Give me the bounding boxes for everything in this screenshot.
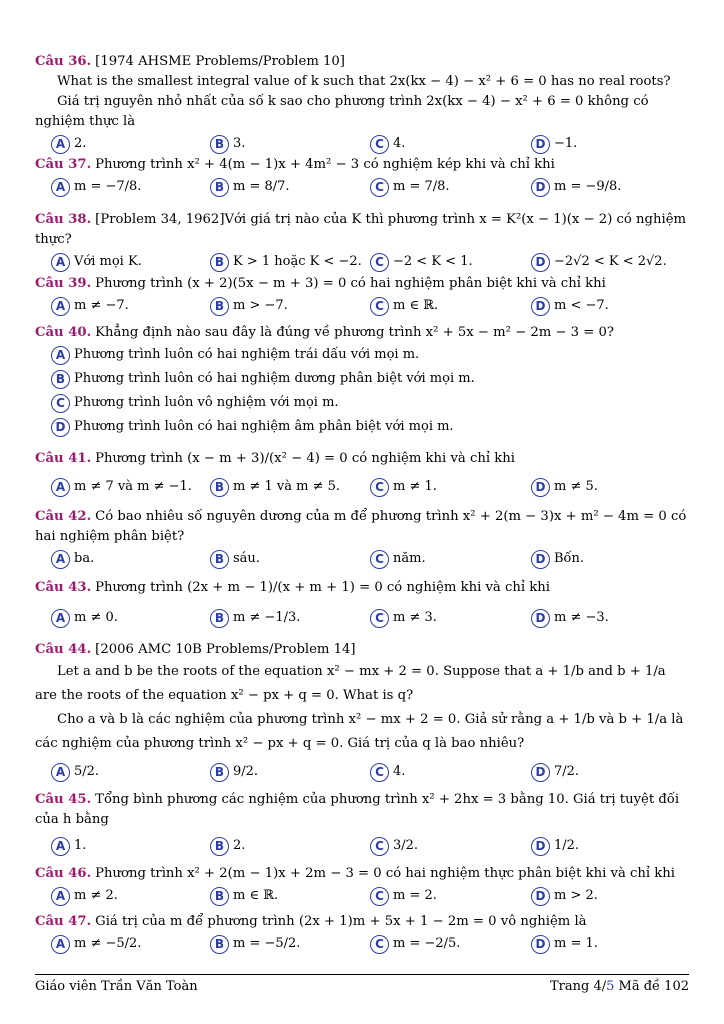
option-letter-b: B [210,609,229,628]
option-text: Với mọi K. [74,254,142,269]
question-43 [35,578,690,632]
option-letter-a: A [51,763,70,782]
option-text: Phương trình luôn có hai nghiệm trái dấu với mọi m. [74,347,420,362]
option-letter-d: D [531,763,550,782]
option-letter-d: D [531,935,550,954]
option-letter-c: C [370,253,389,272]
option-text: m ≠ 1 và m ≠ 5. [233,479,341,494]
options-row [35,932,690,958]
option-text: 9/2. [233,764,259,779]
option-letter-a: A [51,478,70,497]
question-stem: Khẳng định nào sau đây là đúng về phương trình x² + 5x − m² − 2m − 3 = 0? [95,325,614,340]
option-text: −2√2 < K < 2√2. [554,254,667,269]
option-text: 3. [233,136,246,151]
option-d[interactable] [531,886,598,906]
question-label: Câu 37. [35,157,92,172]
option-letter-a: A [51,346,70,365]
option-b[interactable] [210,886,278,906]
option-b[interactable] [210,836,245,856]
option-a[interactable] [51,886,118,906]
option-text: 1/2. [554,838,580,853]
option-a[interactable] [51,477,192,497]
question-label: Câu 46. [35,866,92,881]
option-letter-d: D [51,418,70,437]
option-c[interactable] [370,549,426,569]
option-letter-a: A [51,935,70,954]
option-text: 2. [233,838,246,853]
option-letter-a: A [51,253,70,272]
question-label: Câu 43. [35,580,92,595]
option-text: 3/2. [393,838,419,853]
option-b[interactable] [210,134,245,154]
option-text: m = −5/2. [233,936,301,951]
option-letter-c: C [51,394,70,413]
question-stem: Tổng bình phương các nghiệm của phương trình x² + 2hx = 3 bằng 10. Giá trị tuyệt đối của h bằng [35,792,680,827]
option-letter-b: B [210,178,229,197]
options-row [35,475,690,501]
question-stem: Phương trình (2x + m − 1)/(x + m + 1) = 0 có nghiệm khi và chỉ khi [95,580,550,595]
question-stem: [Problem 34, 1962]Với giá trị nào của K thì phương trình x = K²(x − 1)(x − 2) có nghiệm thực? [35,212,687,247]
option-d[interactable] [531,477,598,497]
option-text: 4. [393,764,406,779]
question-stem-vi: Giá trị nguyên nhỏ nhất của số k sao cho phương trình 2x(kx − 4) − x² + 6 = 0 không có nghiệm thực là [35,94,649,129]
option-text: m ≠ −1/3. [233,610,301,625]
option-letter-b: B [210,135,229,154]
option-b[interactable] [210,177,290,197]
option-letter-d: D [531,837,550,856]
option-d[interactable] [531,134,577,154]
option-letter-b: B [210,550,229,569]
option-text: −1. [554,136,578,151]
option-letter-d: D [531,178,550,197]
option-b[interactable] [210,934,300,954]
option-b[interactable] [210,296,288,316]
option-letter-c: C [370,135,389,154]
option-text: m ∈ ℝ. [393,298,439,313]
option-letter-c: C [370,178,389,197]
option-letter-a: A [51,887,70,906]
question-38 [35,210,690,276]
option-text: 1. [74,838,87,853]
question-label: Câu 45. [35,792,92,807]
option-d[interactable] [531,296,609,316]
question-37 [35,155,690,201]
option-b[interactable] [210,477,340,497]
option-c[interactable] [370,177,450,197]
option-text: m = 2. [393,888,437,903]
option-text: m ≠ −5/2. [74,936,142,951]
option-c[interactable] [370,477,437,497]
option-text: m = 8/7. [233,179,290,194]
option-text: m = −7/8. [74,179,142,194]
teacher-name: Giáo viên Trần Văn Toàn [35,979,198,994]
question-39 [35,274,690,320]
question-stem: Có bao nhiêu số nguyên dương của m để phương trình x² + 2(m − 3)x + m² − 4m = 0 có hai nghiệm phân biệt? [35,509,687,544]
option-text: m ≠ 2. [74,888,118,903]
question-label: Câu 47. [35,914,92,929]
option-b[interactable] [210,762,258,782]
option-text: 2. [74,136,87,151]
page-info [550,979,689,994]
question-46 [35,864,690,910]
options-row [35,760,690,786]
option-text: m < −7. [554,298,609,313]
option-letter-d: D [531,135,550,154]
option-text: Phương trình luôn có hai nghiệm dương phân biệt với mọi m. [74,371,475,386]
option-letter-b: B [210,763,229,782]
option-letter-d: D [531,887,550,906]
option-letter-a: A [51,609,70,628]
option-text: m > 2. [554,888,598,903]
question-label: Câu 36. [35,54,92,69]
question-label: Câu 41. [35,451,92,466]
option-text: 7/2. [554,764,580,779]
option-letter-d: D [531,478,550,497]
options-row [35,834,690,860]
question-42 [35,507,690,573]
option-text: năm. [393,551,426,566]
option-c[interactable] [370,134,405,154]
question-stem-vi: Cho a và b là các nghiệm của phương trình x² − mx + 2 = 0. Giả sử rằng a + 1/b và b + 1/a là các nghiệm của phương trình x² − px + q = 0. Giá trị của q là bao nhiêu? [35,712,684,751]
option-a[interactable] [51,177,141,197]
option-letter-b: B [210,837,229,856]
question-source: [1974 AHSME Problems/Problem 10] [95,54,345,69]
option-letter-c: C [370,478,389,497]
option-text: m ≠ −3. [554,610,609,625]
option-text: m ≠ 0. [74,610,118,625]
option-text: Bốn. [554,551,585,566]
option-text: m ≠ −7. [74,298,129,313]
option-text: Phương trình luôn vô nghiệm với mọi m. [74,395,339,410]
option-text: −2 < K < 1. [393,254,473,269]
option-c[interactable] [370,608,437,628]
option-b[interactable] [51,367,706,391]
question-stem: Giá trị của m để phương trình (2x + 1)m + 5x + 1 − 2m = 0 vô nghiệm là [95,914,587,929]
option-d[interactable] [531,762,579,782]
options-row [35,547,690,573]
option-letter-a: A [51,550,70,569]
option-a[interactable] [51,343,706,367]
option-text: Phương trình luôn có hai nghiệm âm phân biệt với mọi m. [74,419,454,434]
question-stem-en: What is the smallest integral value of k such that 2x(kx − 4) − x² + 6 = 0 has no real roots? [57,74,671,89]
option-a[interactable] [51,762,99,782]
option-text: m = 7/8. [393,179,450,194]
option-text: 5/2. [74,764,100,779]
option-a[interactable] [51,549,94,569]
option-c[interactable] [370,296,438,316]
option-b[interactable] [210,252,362,272]
option-d[interactable] [531,177,621,197]
option-letter-c: C [370,609,389,628]
option-text: sáu. [233,551,260,566]
option-text: m = −2/5. [393,936,461,951]
option-letter-a: A [51,297,70,316]
option-letter-d: D [531,609,550,628]
question-source: [2006 AMC 10B Problems/Problem 14] [95,642,356,657]
option-c[interactable] [370,934,460,954]
option-text: m ∈ ℝ. [233,888,279,903]
option-text: K > 1 hoặc K < −2. [233,254,362,269]
option-text: m = −9/8. [554,179,622,194]
option-a[interactable] [51,296,129,316]
option-b[interactable] [210,608,300,628]
option-letter-b: B [210,297,229,316]
question-stem: Phương trình (x + 2)(5x − m + 3) = 0 có hai nghiệm phân biệt khi và chỉ khi [95,276,606,291]
option-letter-a: A [51,178,70,197]
option-text: 4. [393,136,406,151]
option-letter-a: A [51,135,70,154]
option-letter-b: B [210,887,229,906]
question-stem: Phương trình (x − m + 3)/(x² − 4) = 0 có nghiệm khi và chỉ khi [95,451,515,466]
option-a[interactable] [51,836,86,856]
option-a[interactable] [51,608,118,628]
option-letter-c: C [370,763,389,782]
option-text: m ≠ 1. [393,479,437,494]
option-letter-d: D [531,253,550,272]
option-a[interactable] [51,134,86,154]
option-c[interactable] [370,886,437,906]
question-40 [35,323,690,439]
page-footer [35,974,689,994]
option-letter-c: C [370,935,389,954]
question-label: Câu 42. [35,509,92,524]
option-letter-b: B [51,370,70,389]
options-row [35,294,690,320]
exam-code: Mã đề 102 [614,979,689,994]
option-d[interactable] [531,549,584,569]
question-41 [35,449,690,501]
option-letter-b: B [210,253,229,272]
question-44 [35,640,690,786]
options-row [35,175,690,201]
question-label: Câu 38. [35,212,92,227]
option-letter-b: B [210,478,229,497]
option-a[interactable] [51,934,141,954]
option-letter-c: C [370,550,389,569]
option-c[interactable] [370,252,473,272]
question-47 [35,912,690,958]
question-stem-en: Let a and b be the roots of the equation x² − mx + 2 = 0. Suppose that a + 1/b and b + 1/a are the roots of the equation x² − px + q = 0. What is q? [35,664,666,703]
option-text: m ≠ 3. [393,610,437,625]
option-d[interactable] [531,934,598,954]
question-36 [35,52,690,158]
option-text: ba. [74,551,95,566]
option-text: m ≠ 5. [554,479,598,494]
option-d[interactable] [51,415,706,439]
option-letter-d: D [531,297,550,316]
option-letter-d: D [531,550,550,569]
question-label: Câu 39. [35,276,92,291]
option-d[interactable] [531,608,609,628]
page-total-link[interactable]: 5 [606,979,615,994]
options-row [35,250,690,276]
option-c[interactable] [51,391,706,415]
question-stem: Phương trình x² + 4(m − 1)x + 4m² − 3 có nghiệm kép khi và chỉ khi [95,157,555,172]
option-letter-c: C [370,887,389,906]
option-text: m = 1. [554,936,598,951]
option-c[interactable] [370,762,405,782]
option-d[interactable] [531,836,579,856]
options-row [35,884,690,910]
option-b[interactable] [210,549,260,569]
option-letter-c: C [370,837,389,856]
option-letter-c: C [370,297,389,316]
options-row [35,606,690,632]
option-text: m > −7. [233,298,288,313]
option-letter-b: B [210,935,229,954]
option-text: m ≠ 7 và m ≠ −1. [74,479,192,494]
question-label: Câu 40. [35,325,92,340]
question-45 [35,790,690,860]
question-label: Câu 44. [35,642,92,657]
question-stem: Phương trình x² + 2(m − 1)x + 2m − 3 = 0 có hai nghiệm thực phân biệt khi và chỉ khi [95,866,675,881]
option-a[interactable] [51,252,142,272]
page-number: Trang 4/ [550,979,607,994]
option-c[interactable] [370,836,418,856]
option-d[interactable] [531,252,667,272]
option-letter-a: A [51,837,70,856]
options-list [35,343,690,439]
